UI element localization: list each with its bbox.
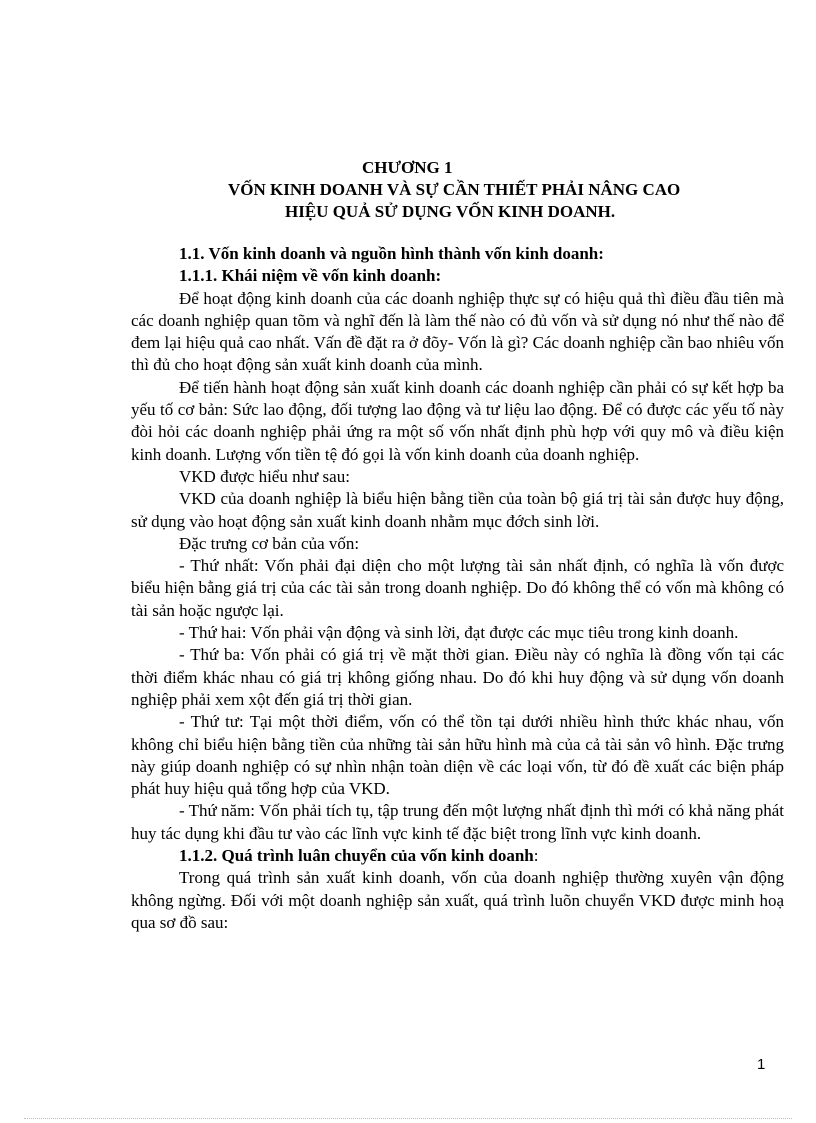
list-item: - Thứ tư: Tại một thời điểm, vốn có thể tồn tại dưới nhiều hình thức khác nhau, vốn không chỉ biểu hiện bằng tiền của những tài sản hữu hình mà của cả tài sản vô hình. Đặc trưng này giúp doanh nghiệp có sự nhìn nhận toàn diện về các loại vốn, từ đó đề xuất các biện pháp phát huy hiệu quả tổng hợp của VKD. [131,712,784,799]
paragraph: VKD của doanh nghiệp là biểu hiện bằng tiền của toàn bộ giá trị tài sản được huy động, sử dụng vào hoạt động sản xuất kinh doanh nhằm mục đớch sinh lời. [131,489,784,531]
heading-1-1-2-colon: : [533,846,539,866]
list-item: - Thứ hai: Vốn phải vận động và sinh lời, đạt được các mục tiêu trong kinh doanh. [179,623,739,643]
heading-1-1-2-text: 1.1.2. Quá trình luân chuyển của vốn kinh doanh [179,846,534,866]
heading-1-1-2 [131,845,784,867]
paragraph: VKD được hiểu như sau: [179,466,350,486]
heading-1-1-1: 1.1.1. Khái niệm về vốn kinh doanh: [179,266,442,286]
chapter-title-line-1: VỐN KINH DOANH VÀ SỰ CẦN THIẾT PHẢI NÂNG CAO [228,180,681,199]
list-item: - Thứ nhất: Vốn phải đại diện cho một lượng tài sản nhất định, có nghĩa là vốn được biểu hiện bằng giá trị của các tài sản trong doanh nghiệp. Do đó không thể có vốn mà không có tài sản hoặc ngược lại. [131,556,784,620]
document-body [131,243,784,934]
paragraph: Trong quá trình sản xuất kinh doanh, vốn của doanh nghiệp thường xuyên vận động không ngừng. Đối với một doanh nghiệp sản xuất, quá trình luõn chuyển VKD được minh hoạ qua sơ đồ sau: [131,868,784,932]
paragraph: Để tiến hành hoạt động sản xuất kinh doanh các doanh nghiệp cần phải có sự kết hợp ba yếu tố cơ bản: Sức lao động, đối tượng lao động và tư liệu lao động. Để có được các yếu tố này đòi hỏi các doanh nghiệp phải ứng ra một số vốn nhất định phù hợp với quy mô và điều kiện kinh doanh. Lượng vốn tiền tệ đó gọi là vốn kinh doanh của doanh nghiệp. [131,377,784,464]
chapter-label: CHƯƠNG 1 [362,158,453,177]
list-item: - Thứ ba: Vốn phải có giá trị về mặt thời gian. Điều này có nghĩa là đồng vốn tại các thời điểm khác nhau có giá trị không giống nhau. Do đó khi huy động và sử dụng vốn doanh nghiệp phải xem xột đến giá trị thời gian. [131,645,784,709]
paragraph: Để hoạt động kinh doanh của các doanh nghiệp thực sự có hiệu quả thì điều đầu tiên mà các doanh nghiệp quan tõm và nghĩ đến là làm thế nào có đủ vốn và sử dụng nó như thế nào để đem lại hiệu quả cao nhất. Vấn đề đặt ra ở đõy- Vốn là gì? Các doanh nghiệp cần bao nhiêu vốn thì đủ cho hoạt động sản xuất kinh doanh của mình. [131,288,784,375]
page-bottom-divider [24,1118,792,1119]
chapter-title-line-2: HIỆU QUẢ SỬ DỤNG VỐN KINH DOANH. [285,202,616,221]
paragraph: Đặc trưng cơ bản của vốn: [179,533,360,553]
heading-1-1: 1.1. Vốn kinh doanh và nguồn hình thành vốn kinh doanh: [179,244,604,263]
page-number: 1 [757,1056,766,1073]
list-item: - Thứ năm: Vốn phải tích tụ, tập trung đến một lượng nhất định thì mới có khả năng phát huy tác dụng khi đầu tư vào các lĩnh vực kinh tế đặc biệt trong lĩnh vực kinh doanh. [131,801,784,843]
chapter-title [200,179,760,223]
